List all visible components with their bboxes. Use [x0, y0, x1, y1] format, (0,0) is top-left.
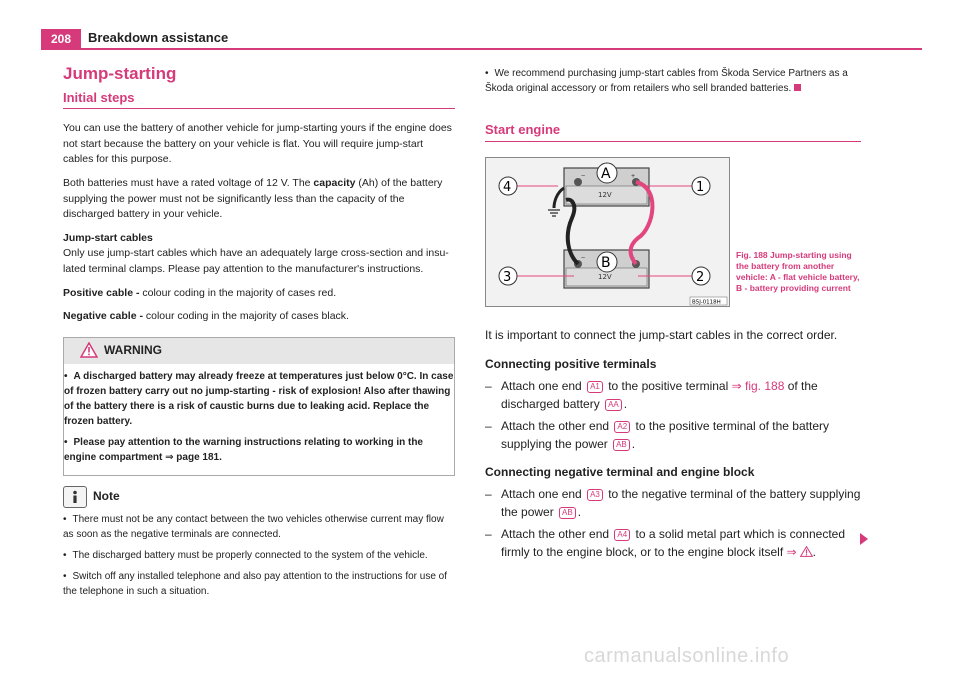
marker-a4: A4: [614, 529, 630, 541]
step-text-pre: Attach the other end: [501, 527, 613, 541]
warning-header: [64, 338, 454, 364]
chapter-title: Breakdown assistance: [88, 30, 229, 45]
left-column: [63, 66, 455, 605]
step-text-mid: to a solid metal part which is connected firmly to the engine block, or to the engine block itself: [501, 527, 845, 559]
step-text-mid: to the positive terminal: [604, 379, 732, 393]
step-text: [501, 525, 865, 561]
step-text-post: of the discharged battery: [501, 379, 818, 411]
warning-link[interactable]: ⇒: [786, 545, 797, 559]
step-text-pre: Attach the other end: [501, 419, 613, 433]
step-text-end: .: [623, 397, 628, 411]
note-body: [63, 512, 455, 599]
warning-body: [64, 364, 454, 475]
note-item: • Switch off any installed telephone and also pay attention to the instructions for use of the telephone in such a situation.: [63, 569, 455, 599]
section-title: Jump-starting: [63, 64, 177, 83]
step-text-end: .: [577, 505, 582, 519]
negative-heading: Connecting negative terminal and engine block: [485, 465, 755, 479]
marker-ab: AB: [559, 507, 576, 519]
step-text-end: .: [812, 545, 816, 559]
end-square-icon: [794, 84, 801, 91]
purchase-text: We recommend purchasing jump-start cables from Škoda Service Partners as a Škoda original accessory or from retailers who sell branded batteries.: [485, 68, 848, 94]
note-header: [63, 486, 455, 508]
warning-box: [63, 337, 455, 476]
next-page-arrow-icon[interactable]: [860, 533, 868, 545]
positive-text: colour coding in the majority of cases red.: [142, 286, 337, 299]
marker-a2: A2: [614, 421, 630, 433]
warning-ref-icon: [797, 545, 813, 559]
callout-3: 3: [503, 270, 512, 285]
intro-paragraph: You can use the battery of another vehicle for jump-starting yours if the engine does not start because the battery on your vehicle is flat. You will require jump-start cables for this purpose.: [63, 122, 452, 166]
watermark: carmanualsonline.info: [584, 645, 790, 667]
callout-4: 4: [503, 180, 512, 195]
warning-item: • A discharged battery may already freeze at temperatures just below 0°C. In case of frozen battery carry out no jump-starting - risk of explosion! Also after thawing of the battery there is a risk of caustic burns due to leaking acid. Replace the frozen battery.: [64, 369, 454, 429]
battery-a-voltage: 12V: [598, 191, 612, 199]
warning-item: • Please pay attention to the warning instructions relating to working in the engine compartment ⇒ page 181.: [64, 435, 454, 465]
start-engine-title: Start engine: [485, 122, 861, 142]
marker-a3: A3: [587, 489, 603, 501]
battery-b-voltage: 12V: [598, 273, 612, 281]
start-engine-body: [485, 326, 865, 561]
step-text: [501, 377, 865, 413]
note-title: Note: [93, 488, 120, 503]
figure-code: B5J-0118H: [692, 299, 721, 306]
note-item: • The discharged battery must be properly connected to the system of the vehicle.: [63, 548, 455, 563]
svg-text:−: −: [581, 255, 586, 262]
svg-text:+: +: [631, 255, 636, 262]
step-text-end: .: [631, 437, 636, 451]
positive-step-2: – Attach the other end A2 to the positive terminal of the battery supplying the power AB .: [485, 417, 865, 453]
figure-caption: Fig. 188 Jump-starting using the battery from another vehicle: A - flat vehicle battery, B - battery providing current: [736, 250, 860, 293]
callout-1: 1: [696, 180, 705, 195]
marker-a1: A1: [587, 381, 603, 393]
page-number: 208: [41, 29, 81, 48]
step-text-pre: Attach one end: [501, 487, 586, 501]
positive-cable-line: [63, 286, 455, 302]
cables-heading: Jump-start cables: [63, 231, 153, 244]
step-text: [501, 417, 865, 453]
negative-cable-line: [63, 309, 455, 325]
voltage-paragraph: [63, 176, 455, 223]
callout-2: 2: [696, 270, 705, 285]
warning-triangle-icon: [80, 342, 98, 363]
step-text: [501, 485, 865, 521]
negative-step-1: – Attach one end A3 to the negative terminal of the battery supplying the power AB .: [485, 485, 865, 521]
subsection-title: Initial steps: [63, 90, 455, 110]
label-a: A: [601, 166, 611, 182]
step-text-pre: Attach one end: [501, 379, 586, 393]
positive-label: Positive cable -: [63, 286, 143, 299]
warning-title: WARNING: [104, 342, 162, 357]
positive-step-1: – Attach one end A1 to the positive terminal ⇒ fig. 188 of the discharged battery AA .: [485, 377, 865, 413]
svg-text:−: −: [581, 173, 586, 180]
header-divider: [41, 48, 922, 50]
voltage-text-post: (Ah) of the battery supplying the power must not be significantly less than the capacity of the discharged battery in your vehicle.: [63, 176, 443, 221]
engine-ground-cable: [554, 188, 564, 208]
marker-aa: AA: [605, 399, 622, 411]
negative-step-2: – Attach the other end A4 to a solid metal part which is connected firmly to the engine block, or to the engine block itself ⇒ .: [485, 525, 865, 561]
step-text-mid: to the negative terminal of the battery supplying the power: [501, 487, 861, 519]
jump-start-figure: [485, 157, 730, 307]
negative-label: Negative cable -: [63, 310, 146, 323]
negative-text: colour coding in the majority of cases black.: [145, 310, 349, 323]
right-column-top: [485, 66, 861, 142]
voltage-text-pre: Both batteries must have a rated voltage of 12 V. The: [63, 176, 314, 189]
step-text-mid: to the positive terminal of the battery supplying the power: [501, 419, 829, 451]
note-info-icon: [63, 486, 87, 508]
note-item: • There must not be any contact between the two vehicles otherwise current may flow as soon as the negative terminals are connected.: [63, 512, 455, 542]
cables-paragraph: Only use jump-start cables which have an adequately large cross-section and insu-lated terminal clamps. Please pay attention to the manufacturer's instructions.: [63, 247, 449, 275]
fig-188-link[interactable]: ⇒ fig. 188: [731, 379, 785, 393]
svg-text:+: +: [631, 173, 636, 180]
label-b: B: [601, 255, 611, 271]
positive-heading: Connecting positive terminals: [485, 357, 657, 371]
marker-ab: AB: [613, 439, 630, 451]
capacity-term: capacity: [313, 176, 356, 189]
purchase-recommendation: [485, 66, 861, 96]
order-intro: It is important to connect the jump-start cables in the correct order.: [485, 328, 838, 342]
